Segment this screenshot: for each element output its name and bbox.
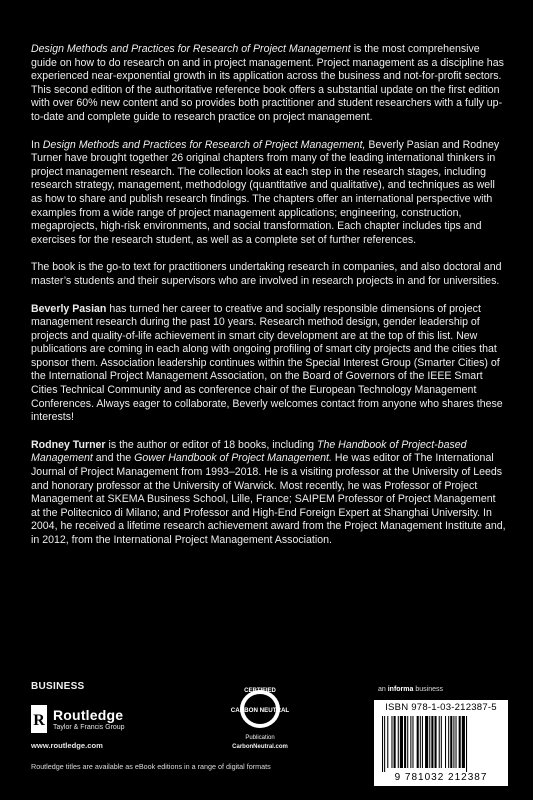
routledge-logo-icon <box>31 705 47 733</box>
author-name-turner: Rodney Turner <box>31 438 106 451</box>
informa-prefix: an <box>378 686 388 693</box>
barcode-bar <box>382 716 383 772</box>
barcode-bar <box>410 716 411 768</box>
author-bio-turner-text-b: and the <box>92 452 135 465</box>
book-title-handbook: The Handbook of Project-based Management <box>31 438 467 465</box>
barcode-bar <box>459 716 461 768</box>
barcode-bar <box>453 716 454 768</box>
logo-letter: R <box>33 712 45 729</box>
author-name-pasian: Beverly Pasian <box>31 302 107 315</box>
ebook-note: Routledge titles are available as eBook editions in a range of digital formats <box>31 762 271 771</box>
author-bio-turner-text-a: is the author or editor of 18 books, including <box>105 438 317 451</box>
barcode-bar <box>456 716 457 768</box>
barcode-bar <box>420 716 421 768</box>
barcode-bar <box>417 716 419 768</box>
seal-url: CarbonNeutral.com <box>232 744 288 750</box>
informa-business <box>378 686 443 693</box>
blurb-paragraph-2-lead: In <box>31 138 43 151</box>
blurb-paragraph-3 <box>31 261 506 288</box>
blurb-paragraph-3-text: The book is the go-to text for practitioners undertaking research in companies, and also doctoral and master’s students and their supervisors who are involved in research projects in and for universities. <box>31 261 502 287</box>
blurb-paragraph-1 <box>31 43 506 125</box>
isbn-number: ISBN 978-1-03-212387-5 <box>385 702 497 713</box>
barcode-bar <box>425 716 428 768</box>
carbon-neutral-icon <box>230 683 290 733</box>
barcode-bar <box>398 716 399 768</box>
blurb-paragraph-1-text: is the most comprehensive guide on how to do research on and in project management. Project management as a discipline has experienced near-exponential growth in its application across the business and not-for-profit sectors. This second edition of the authoritative reference book offers a substantial update on the first edition with over 60% new content and so provides both practitioner and student researchers with a fully up-to-date and complete guide to research practice on project management. <box>31 43 504 123</box>
barcode-bar <box>441 716 442 768</box>
author-bio-pasian <box>31 303 506 425</box>
barcode-bar <box>462 716 465 768</box>
barcode-bar <box>429 716 430 768</box>
publisher-name: Routledge <box>53 707 124 723</box>
author-bio-turner <box>31 439 506 548</box>
barcode-bar <box>448 716 449 768</box>
publisher-url[interactable]: www.routledge.com <box>31 741 103 750</box>
blurb-paragraph-2-text: Beverly Pasian and Rodney Turner have brought together 26 original chapters from many of the leading international thinkers in project management research. The collection looks at each step in the research stages, including research strategy, management, methodology (quantitative and qualitative), and techniques as well as how to share and publish research findings. The chapters offer an international perspective with examples from a wide range of project management applications; engineering, construction, megaprojects, high-risk environments, and social transformation. Each chapter includes tips and exercises for the research student, as well as a complete set of further references. <box>31 138 500 246</box>
barcode-bar <box>412 716 413 768</box>
blurb-text <box>31 43 506 562</box>
publisher-logo <box>31 705 191 755</box>
barcode-bar <box>422 716 423 768</box>
author-bio-pasian-text: has turned her career to creative and socially responsible dimensions of project management research during the past 10 years. Research method design, gender leadership of projects and quality-of-life achievement in smart city development are at the top of this list. New publications are coming in each along with ongoing profiling of smart city projects and the cities that sponsor them. Association leadership continues within the Special Interest Group (Smarter Cities) of the International Project Management Association, on the Board of Governors of the IEEE Smart Cities Technical Community and as conference chair of the European Technology Management Conferences. Always eager to collaborate, Beverly welcomes contact from anyone who shares these interests! <box>31 302 503 424</box>
barcode-bar <box>400 716 403 768</box>
barcode-bar <box>394 716 396 768</box>
barcode-digits: 9 781032 212387 <box>394 772 488 783</box>
barcode-bar <box>384 716 385 772</box>
informa-brand: informa <box>387 686 414 693</box>
seal-main-text: CARBON NEUTRAL <box>230 707 290 714</box>
barcode-bars <box>382 716 500 772</box>
barcode-bar <box>466 716 467 772</box>
barcode-bar <box>431 716 433 768</box>
informa-suffix: business <box>413 686 443 693</box>
book-title: Design Methods and Practices for Research of Project Management <box>31 43 351 55</box>
barcode-bar <box>404 716 406 768</box>
barcode-bar <box>407 716 408 768</box>
barcode-bar <box>391 716 392 768</box>
book-title-gower: Gower Handbook of Project Management. <box>134 452 332 465</box>
author-bio-turner-text-c: He was editor of The International Journal of Project Management from 1993–2018. He is a visiting professor at the University of Leeds and honorary professor at the University of Warwick. Most recently, he was Professor of Project Management at SKEMA Business School, Lille, France; SAIPEM Professor of Project Management at the Politecnico di Milano; and Professor and High-End Foreign Expert at Shanghai University. In 2004, he received a lifetime research achievement award from the Project Management Institute and, in 2012, from the International Project Management Association. <box>31 452 506 546</box>
barcode-bar <box>445 716 446 768</box>
barcode-bar <box>435 716 437 768</box>
barcode-bar <box>450 716 452 768</box>
blurb-paragraph-2 <box>31 139 506 248</box>
book-title: Design Methods and Practices for Research of Project Management, <box>42 138 366 151</box>
seal-publication: Publication <box>245 735 275 741</box>
barcode-bar <box>439 716 440 768</box>
seal-top-text: CERTIFIED <box>244 688 276 694</box>
carbon-neutral-seal <box>230 683 290 755</box>
barcode <box>374 700 508 786</box>
publisher-group: Taylor & Francis Group <box>53 724 125 731</box>
subject-category: BUSINESS <box>31 681 85 692</box>
barcode-bar <box>387 716 388 768</box>
